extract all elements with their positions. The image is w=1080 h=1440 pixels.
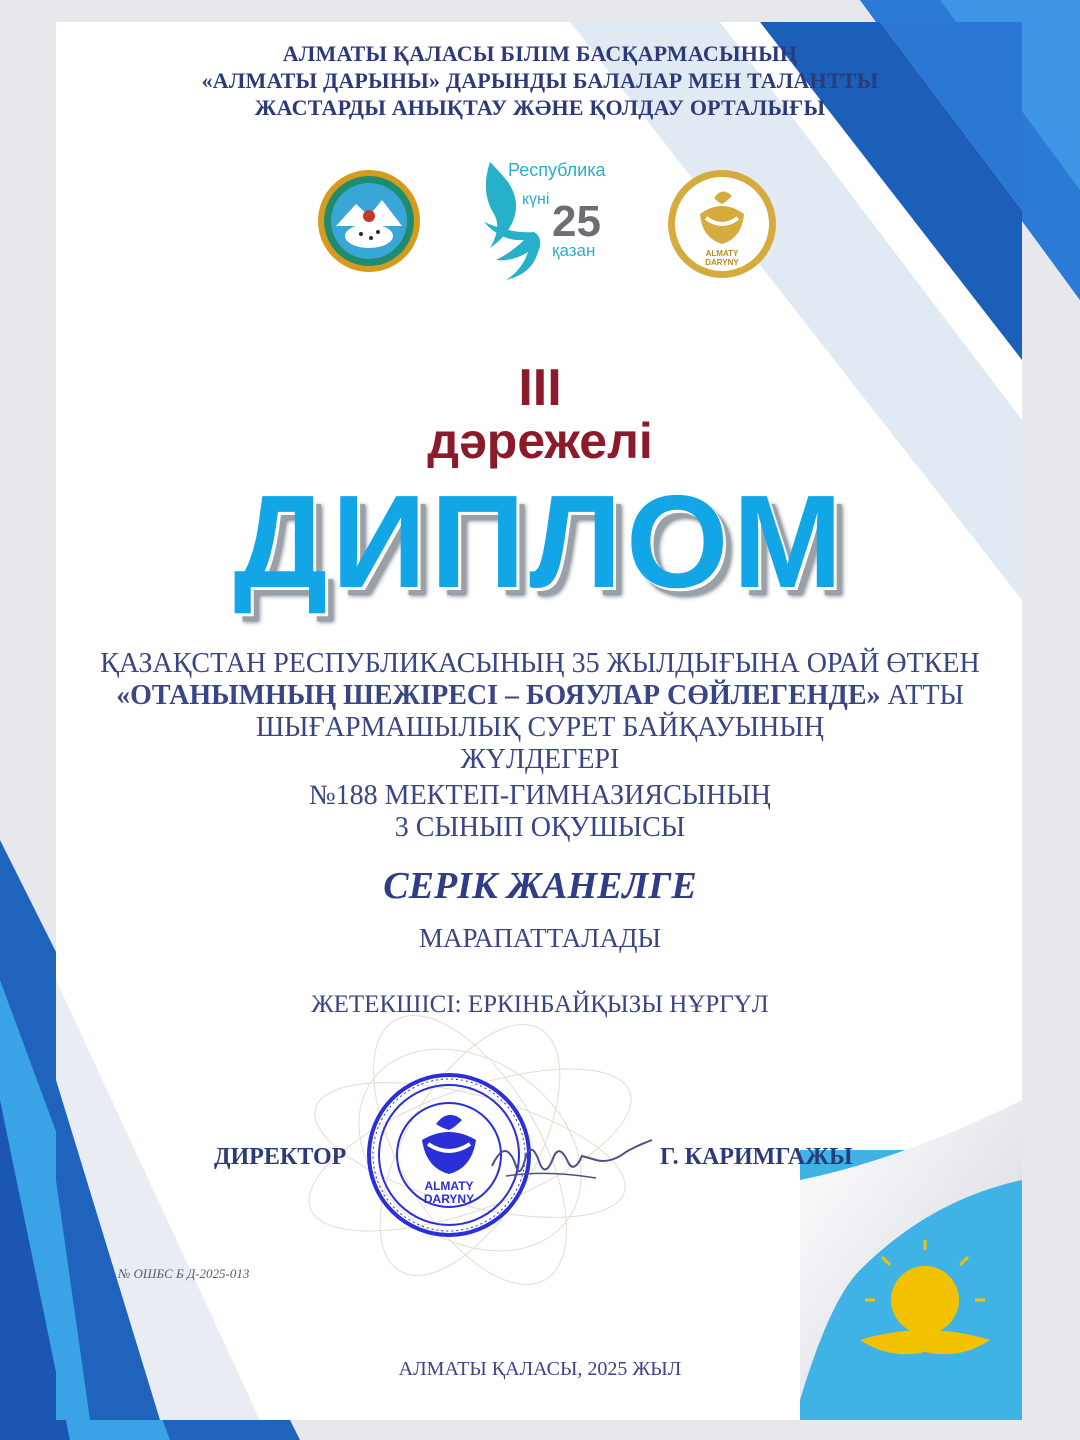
body-line-2-rest: АТТЫ bbox=[880, 680, 964, 711]
body-line-2 bbox=[0, 680, 1080, 712]
stamp-text-almaty: ALMATY bbox=[424, 1179, 474, 1193]
body-line-1: ҚАЗАҚСТАН РЕСПУБЛИКАСЫНЫҢ 35 ЖЫЛДЫҒЫНА ОРАЙ ӨТКЕН bbox=[100, 648, 980, 679]
footer-place-year: АЛМАТЫ ҚАЛАСЫ, 2025 ЖЫЛ bbox=[398, 1358, 682, 1380]
body-line-3: ШЫҒАРМАШЫЛЫҚ СУРЕТ БАЙҚАУЫНЫҢ bbox=[255, 712, 825, 743]
degree-number: III bbox=[518, 359, 562, 417]
republic-day-logo bbox=[472, 152, 608, 292]
body-line-6: 3 СЫНЫП ОҚУШЫСЫ bbox=[394, 812, 686, 843]
award-text: МАРАПАТТАЛАДЫ bbox=[418, 923, 662, 953]
director-signature bbox=[486, 1126, 656, 1196]
day-word: күні bbox=[522, 191, 550, 208]
degree-word: дәрежелі bbox=[427, 413, 653, 469]
body-line-5: №188 МЕКТЕП-ГИМНАЗИЯСЫНЫҢ bbox=[308, 780, 772, 811]
republic-word: Республика bbox=[508, 160, 606, 180]
registration-number: № ОШБС Б Д-2025-013 bbox=[118, 1266, 250, 1281]
issuer-header bbox=[0, 40, 1080, 121]
body-line-4: ЖҮЛДЕГЕРІ bbox=[460, 744, 620, 775]
month-word: қазан bbox=[552, 241, 596, 260]
supervisor-text: ЖЕТЕКШІСІ: ЕРКІНБАЙҚЫЗЫ НҰРГҮЛ bbox=[311, 991, 769, 1018]
almaty-city-emblem-icon bbox=[316, 168, 422, 274]
header-line-3: ЖАСТАРДЫ АНЫҚТАУ ЖӘНЕ ҚОЛДАУ ОРТАЛЫҒЫ bbox=[254, 95, 826, 120]
almaty-daryny-logo bbox=[666, 168, 778, 280]
director-name: Г. КАРИМГАЖЫ bbox=[660, 1144, 853, 1170]
competition-name: «ОТАНЫМНЫҢ ШЕЖІРЕСІ – БОЯУЛАР СӨЙЛЕГЕНДЕ» bbox=[116, 680, 881, 711]
diploma-body bbox=[0, 648, 1080, 844]
diploma-title: ДИПЛОМ bbox=[233, 468, 847, 615]
date-number: 25 bbox=[552, 197, 601, 246]
director-label: ДИРЕКТОР bbox=[214, 1144, 347, 1170]
logo-text-daryny: DARYNY bbox=[705, 258, 739, 267]
header-line-1: АЛМАТЫ ҚАЛАСЫ БІЛІМ БАСҚАРМАСЫНЫҢ bbox=[282, 41, 798, 66]
stamp-text-daryny: DARYNY bbox=[423, 1192, 475, 1206]
recipient-name: СЕРІК ЖАНЕЛГЕ bbox=[383, 865, 697, 907]
logo-text-almaty: ALMATY bbox=[705, 249, 739, 258]
header-line-2: «АЛМАТЫ ДАРЫНЫ» ДАРЫНДЫ БАЛАЛАР МЕН ТАЛАНТТЫ bbox=[201, 68, 879, 93]
